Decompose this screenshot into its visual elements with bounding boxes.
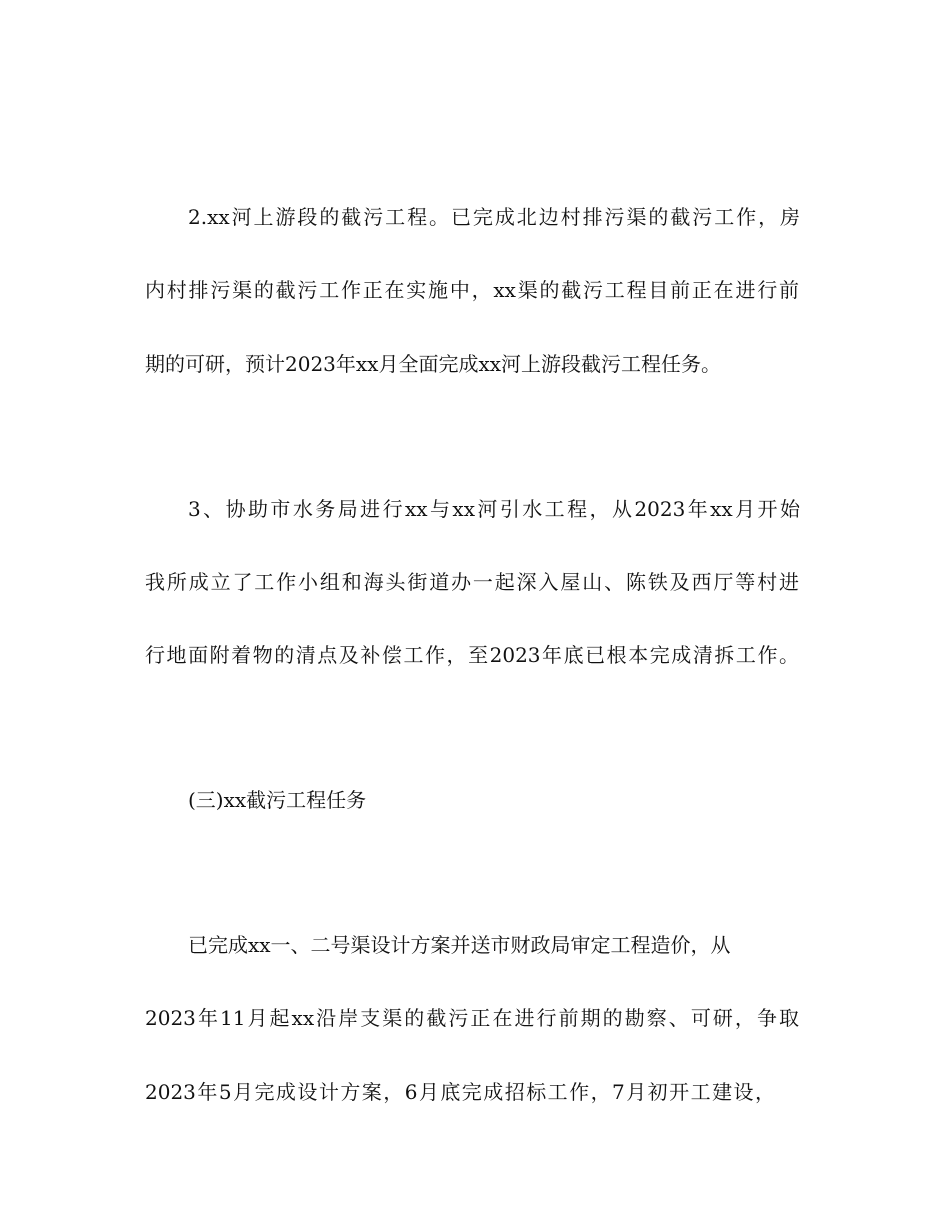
paragraph-2-line-3: 行地面附着物的清点及补偿工作，至2023年底已根本完成清拆工作。 [145,643,799,667]
paragraph-1-line-3: 期的可研，预计2023年xx月全面完成xx河上游段截污工程任务。 [145,352,722,376]
paragraph-2-line-2: 我所成立了工作小组和海头街道办一起深入屋山、陈铁及西厅等村进 [145,570,799,594]
paragraph-4-line-2: 2023年11月起xx沿岸支渠的截污正在进行前期的勘察、可研，争取 [145,1006,799,1030]
paragraph-4-line-3: 2023年5月完成设计方案，6月底完成招标工作，7月初开工建设， [145,1080,775,1104]
paragraph-4-line-1: 已完成xx一、二号渠设计方案并送市财政局审定工程造价，从 [188,933,731,957]
section-heading-text: (三)xx截污工程任务 [188,788,367,812]
paragraph-2-line-1: 3、协助市水务局进行xx与xx河引水工程，从2023年xx月开始 [188,497,800,521]
paragraph-1-line-2: 内村排污渠的截污工作正在实施中，xx渠的截污工程目前正在进行前 [145,278,799,302]
paragraph-1-line-1: 2.xx河上游段的截污工程。已完成北边村排污渠的截污工作，房 [188,205,800,229]
